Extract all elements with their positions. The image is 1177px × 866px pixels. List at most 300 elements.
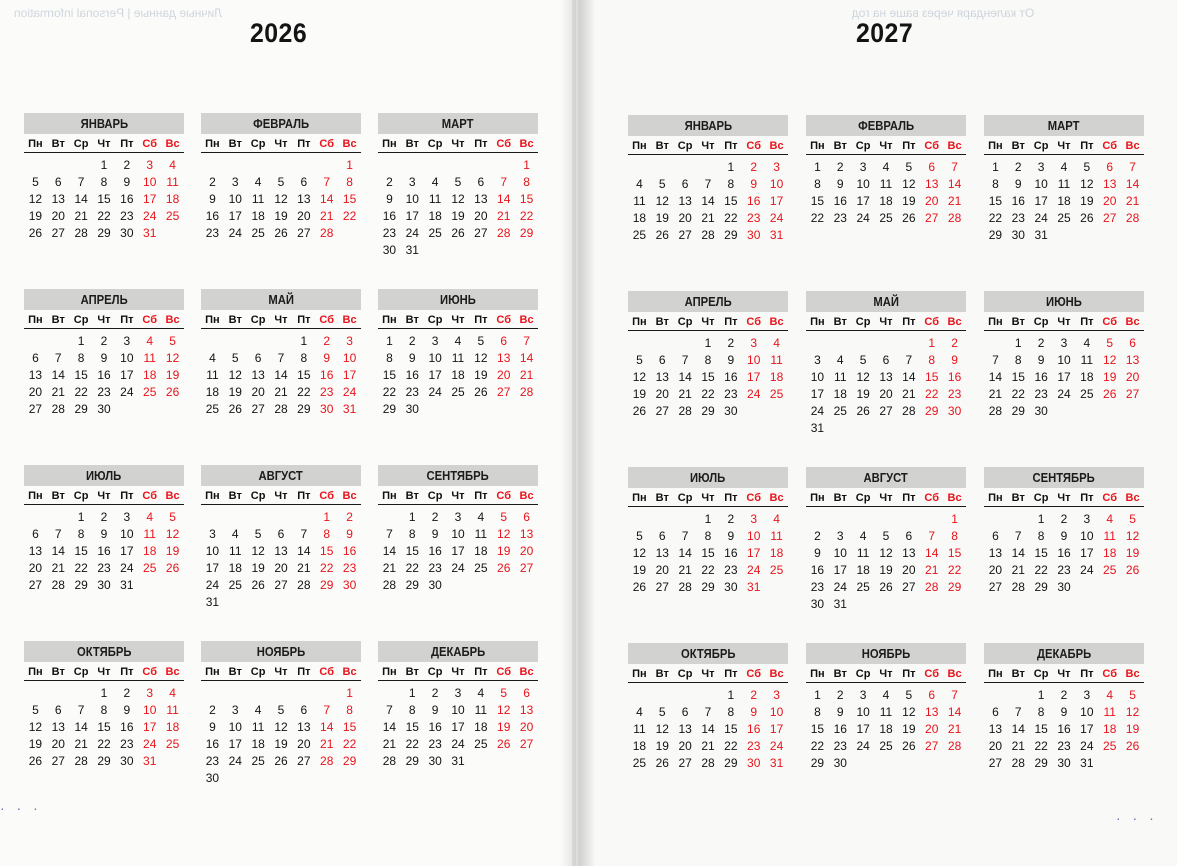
empty-cell	[651, 687, 674, 704]
day-cell: 18	[165, 192, 180, 206]
day-cell: 23	[428, 737, 442, 751]
day-cell: 9	[100, 527, 108, 541]
day-cell: 17	[769, 722, 784, 736]
day-cell: 3	[346, 334, 353, 348]
day-cell: 2	[951, 336, 958, 350]
day-cell: 5	[454, 175, 462, 189]
weekday-label: Чт	[879, 668, 893, 680]
day-cell: 7	[54, 351, 62, 365]
weekday-header	[628, 140, 788, 155]
day-cell: 10	[120, 351, 134, 365]
weekday-label: Пт	[1080, 316, 1094, 328]
day-cell: 30	[810, 597, 825, 611]
day-cell: 11	[834, 370, 847, 384]
day-cell: 26	[497, 561, 511, 575]
weekday-label: Сб	[924, 668, 939, 680]
weekday-label: Вт	[51, 138, 65, 150]
month-2026-6	[378, 289, 538, 418]
day-cell: 16	[1034, 370, 1048, 384]
month-name-bar	[378, 641, 538, 662]
weekday-header	[984, 668, 1144, 683]
day-cell: 27	[497, 385, 511, 399]
day-cell: 21	[701, 211, 715, 225]
day-cell: 18	[143, 544, 157, 558]
day-cell: 20	[297, 209, 311, 223]
weekday-label: Вс	[947, 668, 962, 680]
day-cell: 31	[342, 402, 357, 416]
day-cell: 27	[274, 578, 288, 592]
weekday-header	[806, 316, 966, 331]
empty-cell	[378, 157, 401, 174]
day-cell: 24	[810, 404, 825, 418]
day-cell: 8	[77, 351, 85, 365]
empty-cell	[424, 157, 447, 174]
day-cell: 31	[810, 421, 825, 435]
weekday-label: Ср	[855, 668, 871, 680]
day-cell: 6	[54, 175, 62, 189]
day-cell: 9	[386, 192, 393, 206]
empty-cell	[24, 509, 47, 526]
month-name-bar	[806, 115, 966, 136]
empty-cell	[628, 687, 651, 704]
day-cell: 19	[165, 544, 180, 558]
day-grid	[24, 333, 184, 418]
weekday-label: Чт	[879, 316, 893, 328]
day-cell: 15	[925, 370, 939, 384]
weekday-header	[201, 490, 361, 505]
weekday-label: Вс	[342, 490, 357, 502]
day-cell: 12	[655, 722, 669, 736]
day-cell: 9	[727, 529, 735, 543]
day-cell: 1	[1014, 336, 1022, 350]
day-cell: 10	[856, 177, 870, 191]
weekday-header	[806, 140, 966, 155]
weekday-label: Чт	[97, 490, 111, 502]
day-cell: 10	[1080, 705, 1094, 719]
day-cell: 23	[405, 385, 419, 399]
day-cell: 8	[704, 353, 712, 367]
day-cell: 30	[97, 402, 111, 416]
weekday-label: Пн	[810, 140, 825, 152]
empty-cell	[806, 511, 829, 528]
day-cell: 26	[879, 580, 893, 594]
day-cell: 9	[1014, 177, 1022, 191]
day-cell: 1	[1037, 688, 1045, 702]
day-cell: 14	[1125, 177, 1140, 191]
day-cell: 1	[346, 158, 353, 172]
day-cell: 4	[209, 351, 216, 365]
day-cell: 17	[228, 209, 242, 223]
day-cell: 19	[451, 209, 465, 223]
day-cell: 20	[51, 737, 65, 751]
day-cell: 20	[297, 737, 311, 751]
day-cell: 12	[274, 720, 288, 734]
day-cell: 19	[902, 194, 916, 208]
empty-cell	[984, 335, 1007, 352]
month-name-bar	[806, 643, 966, 664]
empty-cell	[247, 509, 270, 526]
empty-cell	[224, 685, 247, 702]
day-cell: 31	[769, 756, 784, 770]
day-cell: 31	[1080, 756, 1094, 770]
day-cell: 7	[704, 705, 712, 719]
day-cell: 6	[928, 688, 936, 702]
day-cell: 7	[500, 175, 508, 189]
weekday-header	[984, 316, 1144, 331]
weekday-label: Ср	[1033, 668, 1049, 680]
day-cell: 7	[1129, 160, 1136, 174]
day-cell: 6	[477, 175, 485, 189]
day-cell: 4	[773, 512, 780, 526]
weekday-label: Пт	[902, 492, 916, 504]
day-cell: 1	[408, 686, 416, 700]
empty-cell	[270, 685, 293, 702]
month-name: ФЕВРАЛЬ	[253, 117, 309, 131]
weekday-label: Вс	[1125, 492, 1140, 504]
day-cell: 22	[405, 561, 419, 575]
day-cell: 9	[408, 351, 416, 365]
day-cell: 12	[1125, 705, 1140, 719]
day-cell: 11	[143, 527, 156, 541]
day-cell: 22	[810, 739, 825, 753]
day-cell: 20	[655, 563, 669, 577]
day-cell: 16	[747, 722, 761, 736]
weekday-label: Вт	[655, 140, 669, 152]
day-cell: 2	[727, 336, 735, 350]
day-cell: 30	[120, 754, 134, 768]
day-cell: 7	[681, 353, 689, 367]
day-cell: 19	[228, 385, 242, 399]
weekday-header	[806, 668, 966, 683]
day-cell: 7	[992, 353, 999, 367]
day-cell: 25	[205, 402, 220, 416]
weekday-label: Сб	[746, 140, 761, 152]
day-cell: 19	[274, 209, 288, 223]
day-cell: 18	[769, 370, 784, 384]
day-cell: 19	[1103, 370, 1117, 384]
day-cell: 25	[143, 385, 157, 399]
empty-cell	[628, 159, 651, 176]
day-cell: 28	[274, 402, 288, 416]
weekday-label: Пт	[474, 138, 488, 150]
day-cell: 24	[143, 209, 157, 223]
day-grid	[806, 335, 966, 437]
empty-cell	[224, 333, 247, 350]
weekday-label: Пн	[28, 490, 43, 502]
day-cell: 1	[704, 512, 712, 526]
empty-cell	[378, 509, 401, 526]
weekday-header	[628, 316, 788, 331]
weekday-label: Сб	[496, 314, 511, 326]
day-cell: 13	[678, 722, 692, 736]
day-cell: 8	[814, 177, 821, 191]
day-cell: 15	[74, 544, 88, 558]
day-cell: 10	[405, 192, 419, 206]
day-cell: 9	[323, 351, 331, 365]
day-cell: 30	[342, 578, 357, 592]
day-cell: 14	[902, 370, 916, 384]
day-cell: 21	[678, 387, 692, 401]
day-cell: 20	[988, 563, 1003, 577]
day-cell: 28	[497, 226, 511, 240]
day-cell: 26	[251, 578, 265, 592]
weekday-label: Пт	[120, 490, 134, 502]
empty-cell	[852, 511, 875, 528]
day-cell: 22	[342, 209, 357, 223]
day-cell: 25	[474, 561, 488, 575]
day-cell: 2	[346, 510, 353, 524]
day-cell: 29	[405, 754, 419, 768]
day-cell: 28	[320, 754, 334, 768]
month-name-bar	[628, 467, 788, 488]
day-cell: 12	[856, 370, 870, 384]
day-cell: 3	[231, 703, 239, 717]
weekday-label: Вт	[833, 668, 847, 680]
day-cell: 12	[228, 368, 242, 382]
weekday-label: Пт	[724, 140, 738, 152]
weekday-label: Сб	[1102, 668, 1117, 680]
day-cell: 10	[769, 177, 784, 191]
day-cell: 2	[1037, 336, 1045, 350]
day-cell: 23	[205, 226, 220, 240]
weekday-label: Вс	[165, 314, 180, 326]
day-cell: 24	[1034, 211, 1048, 225]
day-cell: 16	[1057, 722, 1071, 736]
day-cell: 1	[951, 512, 958, 526]
day-cell: 8	[928, 353, 936, 367]
weekday-label: Вт	[51, 666, 65, 678]
day-cell: 27	[251, 402, 265, 416]
month-name-bar	[806, 291, 966, 312]
day-cell: 24	[747, 563, 761, 577]
day-cell: 3	[859, 160, 867, 174]
day-cell: 8	[727, 177, 735, 191]
day-cell: 2	[814, 529, 821, 543]
day-cell: 25	[228, 578, 242, 592]
day-cell: 30	[724, 404, 738, 418]
day-cell: 19	[1125, 546, 1140, 560]
day-cell: 17	[205, 561, 220, 575]
month-2027-2	[806, 115, 966, 227]
day-cell: 10	[769, 705, 784, 719]
month-name: АВГУСТ	[258, 469, 304, 483]
weekday-label: Пт	[474, 666, 488, 678]
weekday-label: Чт	[879, 140, 893, 152]
empty-cell	[469, 157, 492, 174]
day-cell: 20	[678, 211, 692, 225]
day-cell: 22	[97, 737, 111, 751]
day-cell: 15	[1034, 546, 1048, 560]
day-cell: 28	[1011, 580, 1025, 594]
day-cell: 11	[1080, 353, 1094, 367]
empty-cell	[47, 509, 70, 526]
day-cell: 1	[386, 334, 393, 348]
day-cell: 19	[474, 368, 488, 382]
weekday-label: Пт	[1080, 668, 1094, 680]
weekday-label: Чт	[1057, 316, 1071, 328]
weekday-label: Ср	[427, 314, 443, 326]
month-2027-5	[806, 291, 966, 437]
day-grid	[201, 157, 361, 242]
weekday-header	[378, 490, 538, 505]
day-cell: 11	[166, 175, 179, 189]
day-cell: 3	[1083, 512, 1091, 526]
weekday-header	[628, 668, 788, 683]
day-cell: 25	[769, 387, 784, 401]
month-2026-1	[24, 113, 184, 242]
day-cell: 16	[810, 563, 825, 577]
day-cell: 26	[451, 226, 465, 240]
day-cell: 12	[274, 192, 288, 206]
day-cell: 9	[750, 177, 758, 191]
day-cell: 25	[632, 228, 647, 242]
year-title-2027: 2027	[856, 18, 914, 48]
empty-cell	[378, 685, 401, 702]
weekday-label: Пт	[724, 668, 738, 680]
day-cell: 22	[74, 385, 88, 399]
day-cell: 10	[810, 370, 825, 384]
year-title-2026: 2026	[250, 18, 308, 48]
weekday-label: Вт	[833, 140, 847, 152]
day-cell: 14	[988, 370, 1003, 384]
day-cell: 25	[428, 226, 442, 240]
day-cell: 26	[274, 754, 288, 768]
day-cell: 19	[632, 563, 647, 577]
weekday-header	[378, 314, 538, 329]
day-cell: 4	[477, 686, 485, 700]
day-cell: 16	[428, 720, 442, 734]
day-cell: 16	[833, 722, 847, 736]
day-cell: 13	[902, 546, 916, 560]
day-cell: 1	[77, 334, 85, 348]
day-cell: 3	[209, 527, 216, 541]
empty-cell	[270, 157, 293, 174]
weekday-label: Ср	[1033, 492, 1049, 504]
day-cell: 30	[382, 243, 397, 257]
day-cell: 11	[474, 703, 488, 717]
weekday-label: Ср	[250, 666, 266, 678]
day-cell: 3	[408, 175, 416, 189]
day-cell: 18	[1080, 370, 1094, 384]
day-cell: 17	[833, 563, 847, 577]
day-cell: 13	[497, 351, 511, 365]
day-cell: 1	[100, 686, 108, 700]
day-cell: 23	[205, 754, 220, 768]
day-cell: 6	[905, 529, 913, 543]
day-cell: 13	[1125, 353, 1140, 367]
day-cell: 26	[497, 737, 511, 751]
day-cell: 15	[810, 722, 825, 736]
weekday-label: Пт	[297, 666, 311, 678]
weekday-label: Сб	[319, 314, 334, 326]
month-2027-9	[984, 467, 1144, 596]
weekday-label: Вс	[769, 140, 784, 152]
day-cell: 24	[1080, 739, 1094, 753]
weekday-label: Ср	[677, 668, 693, 680]
day-cell: 4	[882, 160, 890, 174]
month-name: АПРЕЛЬ	[80, 293, 128, 307]
empty-cell	[447, 157, 470, 174]
month-name: ЯНВАРЬ	[684, 119, 732, 133]
empty-cell	[247, 333, 270, 350]
day-cell: 23	[724, 387, 738, 401]
day-cell: 3	[146, 158, 154, 172]
day-cell: 6	[658, 529, 666, 543]
day-grid	[806, 687, 966, 772]
day-cell: 24	[228, 754, 242, 768]
weekday-label: Вс	[1125, 668, 1140, 680]
day-cell: 1	[814, 160, 821, 174]
day-cell: 27	[474, 226, 488, 240]
weekday-label: Пн	[205, 490, 220, 502]
day-cell: 29	[925, 404, 939, 418]
day-cell: 26	[655, 228, 669, 242]
weekday-label: Чт	[1057, 668, 1071, 680]
day-cell: 14	[382, 544, 397, 558]
day-cell: 27	[51, 754, 65, 768]
day-cell: 3	[1037, 160, 1045, 174]
day-cell: 13	[988, 546, 1003, 560]
day-cell: 3	[1060, 336, 1068, 350]
day-cell: 20	[474, 209, 488, 223]
day-cell: 9	[100, 351, 108, 365]
day-cell: 12	[1080, 177, 1094, 191]
day-cell: 29	[988, 228, 1003, 242]
month-2026-5	[201, 289, 361, 418]
day-cell: 28	[320, 226, 334, 240]
day-cell: 9	[209, 720, 216, 734]
month-name: ОКТЯБРЬ	[680, 647, 736, 661]
day-cell: 18	[251, 737, 265, 751]
day-cell: 31	[143, 226, 157, 240]
day-cell: 27	[297, 226, 311, 240]
day-cell: 4	[231, 527, 239, 541]
day-cell: 2	[727, 512, 735, 526]
month-name: АВГУСТ	[863, 471, 909, 485]
day-cell: 13	[678, 194, 692, 208]
day-cell: 7	[704, 177, 712, 191]
weekday-label: Ср	[855, 492, 871, 504]
month-name-bar	[24, 113, 184, 134]
weekday-label: Пт	[297, 138, 311, 150]
day-cell: 5	[905, 688, 913, 702]
weekday-label: Ср	[427, 666, 443, 678]
weekday-label: Вт	[228, 490, 242, 502]
day-cell: 20	[274, 561, 288, 575]
bleed-through-text-left: Личные данные | Personal information	[14, 6, 223, 20]
day-cell: 5	[231, 351, 239, 365]
day-cell: 21	[51, 561, 65, 575]
day-cell: 7	[928, 529, 936, 543]
day-cell: 14	[519, 351, 534, 365]
month-name-bar	[201, 289, 361, 310]
empty-cell	[674, 687, 697, 704]
day-cell: 4	[636, 705, 643, 719]
day-cell: 26	[856, 404, 870, 418]
weekday-label: Сб	[1102, 316, 1117, 328]
weekday-label: Сб	[746, 492, 761, 504]
day-cell: 25	[769, 563, 784, 577]
decorative-dots-left: · · ·	[0, 800, 42, 816]
day-cell: 25	[143, 561, 157, 575]
day-cell: 29	[701, 404, 715, 418]
day-cell: 13	[28, 544, 43, 558]
month-name-bar	[378, 465, 538, 486]
weekday-header	[24, 314, 184, 329]
day-cell: 27	[51, 226, 65, 240]
day-cell: 1	[408, 510, 416, 524]
day-cell: 5	[32, 703, 39, 717]
